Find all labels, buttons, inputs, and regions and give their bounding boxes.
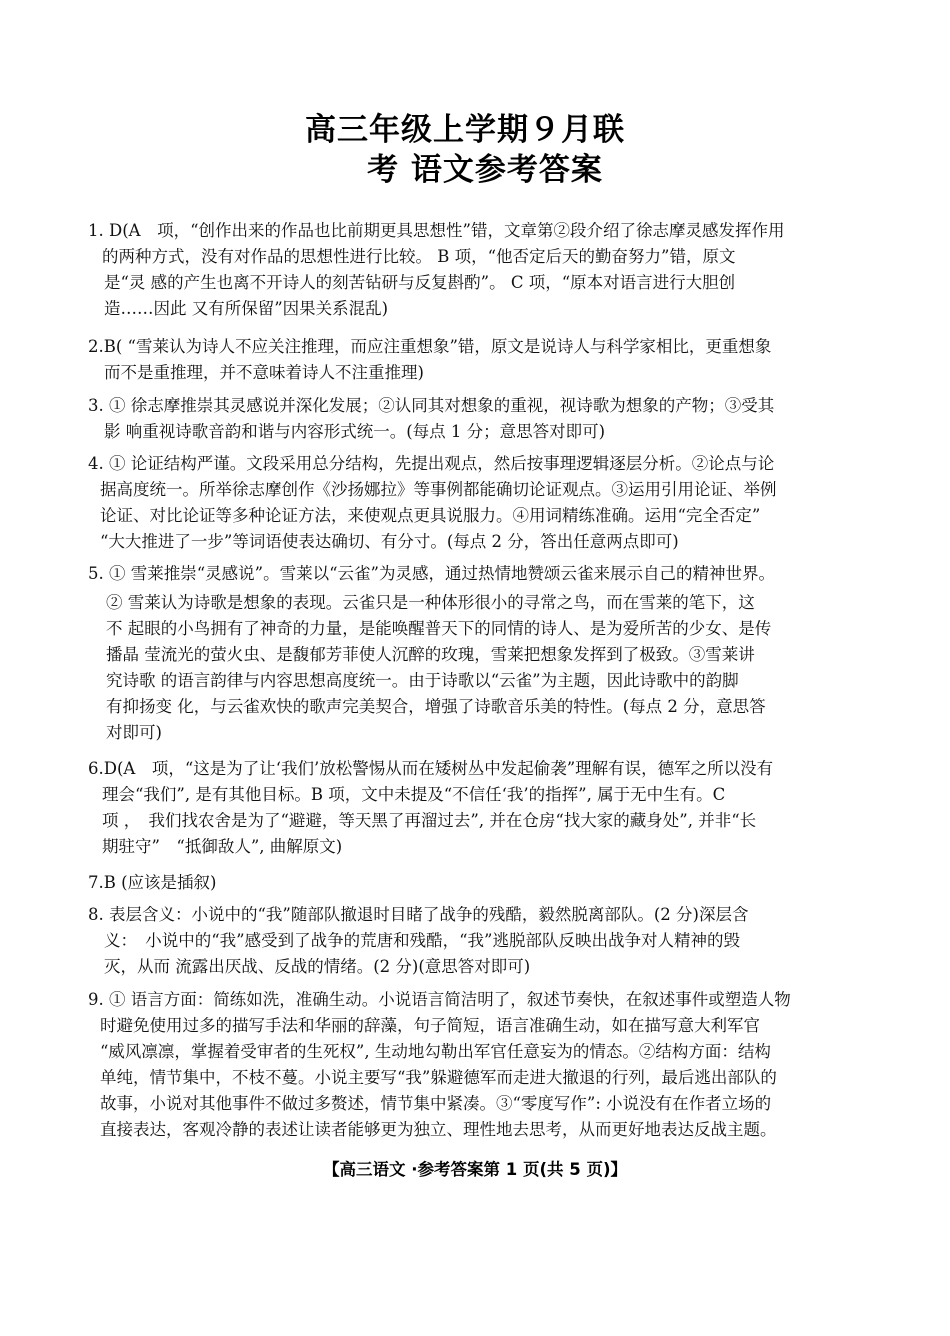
answer-8-line: 义： 小说中的“我”感受到了战争的荒唐和残酷，“我”逃脱部队反映出战争对人精神的毁 <box>104 931 740 950</box>
answer-8-line: 灭，从而 流露出厌战、反战的情绪。(2 分)(意思答对即可) <box>104 957 531 976</box>
page-title-line-2: 考 语文参考答案 <box>367 152 603 188</box>
answer-1-line: 的两种方式，没有对作品的思想性进行比较。 B 项，“他否定后天的勤奋努力”错，原文 <box>102 247 736 266</box>
answer-9-line: 时避免使用过多的描写手法和华丽的辞藻，句子简短，语言准确生动，如在描写意大利军官 <box>100 1016 760 1035</box>
answer-9-line: 单纯，情节集中，不枝不蔓。小说主要写“我”躲避德军而走进大撤退的行列，最后逃出部队的 <box>100 1068 777 1087</box>
answer-4-line: 4. ① 论证结构严谨。文段采用总分结构，先提出观点，然后按事理逻辑逐层分析。②论点与论 <box>88 454 775 473</box>
answer-5-line: 有抑扬变 化，与云雀欢快的歌声完美契合，增强了诗歌音乐美的特性。(每点 2 分，意思答 <box>106 697 766 716</box>
answer-3-line: 影 响重视诗歌音韵和谐与内容形式统一。(每点 1 分；意思答对即可) <box>104 422 606 441</box>
answer-2-line: 而不是重推理，并不意味着诗人不注重推理) <box>104 363 424 382</box>
answer-1-line: 造……因此 又有所保留”因果关系混乱) <box>104 299 389 318</box>
answer-6-line: 6.D(A 项，“这是为了让‘我们’放松警惕从而在矮树丛中发起偷袭”理解有误，德军之所以没有 <box>88 759 774 778</box>
answer-5-line: 5. ① 雪莱推崇“灵感说”。雪莱以“云雀”为灵感，通过热情地赞颂云雀来展示自己的精神世界。 <box>88 564 775 583</box>
answer-9-line: 故事，小说对其他事件不做过多赘述，情节集中紧凑。③“零度写作”: 小说没有在作者立场的 <box>100 1094 772 1113</box>
answer-5-line: 不 起眼的小鸟拥有了神奇的力量，是能唤醒普天下的同情的诗人、是为爱所苦的少女、是传 <box>106 619 772 638</box>
answer-6-line: 理会“我们”, 是有其他目标。B 项，文中未提及“不信任‘我’的指挥”, 属于无中生有。C <box>102 785 726 804</box>
answer-6-line: 项 ， 我们找农舍是为了“避避，等天黑了再溜过去”, 并在仓房“找大家的藏身处”, 并非“长 <box>102 811 757 830</box>
answer-9-line: “威风凛凛，掌握着受审者的生死权”, 生动地勾勒出军官任意妄为的情态。②结构方面：结构 <box>100 1042 771 1061</box>
answer-7-line: 7.B (应该是插叙) <box>88 873 217 892</box>
answer-2-line: 2.B( “雪莱认为诗人不应关注推理，而应注重想象”错，原文是说诗人与科学家相比，更重想象 <box>88 337 772 356</box>
answer-5-line: 究诗歌 的语言韵律与内容思想高度统一。由于诗歌以“云雀”为主题，因此诗歌中的韵脚 <box>106 671 739 690</box>
answer-5-line: ② 雪莱认为诗歌是想象的表现。云雀只是一种体形很小的寻常之鸟，而在雪莱的笔下，这 <box>106 593 755 612</box>
answer-9-line: 直接表达，客观冷静的表述让读者能够更为独立、理性地去思考，从而更好地表达反战主题。 <box>100 1120 777 1139</box>
page-title-line-1: 高三年级上学期９月联 <box>305 112 625 148</box>
answer-4-line: “大大推进了一步”等词语使表达确切、有分寸。(每点 2 分，答出任意两点即可) <box>100 532 679 551</box>
answer-5-line: 对即可) <box>106 723 162 742</box>
answer-6-line: 期驻守” “抵御敌人”, 曲解原文) <box>102 837 343 856</box>
answer-1-line: 1. D(A 项，“创作出来的作品也比前期更具思想性”错，文章第②段介绍了徐志摩灵感发挥作用 <box>88 221 785 240</box>
answer-1-line: 是“灵 感的产生也离不开诗人的刻苦钻研与反复斟酌”。 C 项，“原本对语言进行大胆创 <box>104 273 736 292</box>
answer-8-line: 8. 表层含义：小说中的“我”随部队撤退时目睹了战争的残酷，毅然脱离部队。(2 分)深层含 <box>88 905 749 924</box>
page-footer: 【高三语文 ·参考答案第 1 页(共 5 页)】 <box>322 1160 628 1179</box>
answer-4-line: 论证、对比论证等多种论证方法，来使观点更具说服力。④用词精练准确。运用“完全否定” <box>100 506 761 525</box>
answer-5-line: 播晶 莹流光的萤火虫、是馥郁芳菲使人沉醉的玫瑰，雪莱把想象发挥到了极致。③雪莱讲 <box>106 645 755 664</box>
answer-3-line: 3. ① 徐志摩推崇其灵感说并深化发展；②认同其对想象的重视，视诗歌为想象的产物；③受其 <box>88 396 775 415</box>
answer-4-line: 据高度统一。所举徐志摩创作《沙扬娜拉》等事例都能确切论证观点。③运用引用论证、举例 <box>100 480 777 499</box>
answer-9-line: 9. ① 语言方面：简练如洗，准确生动。小说语言简洁明了，叙述节奏快，在叙述事件或塑造人物 <box>88 990 791 1009</box>
